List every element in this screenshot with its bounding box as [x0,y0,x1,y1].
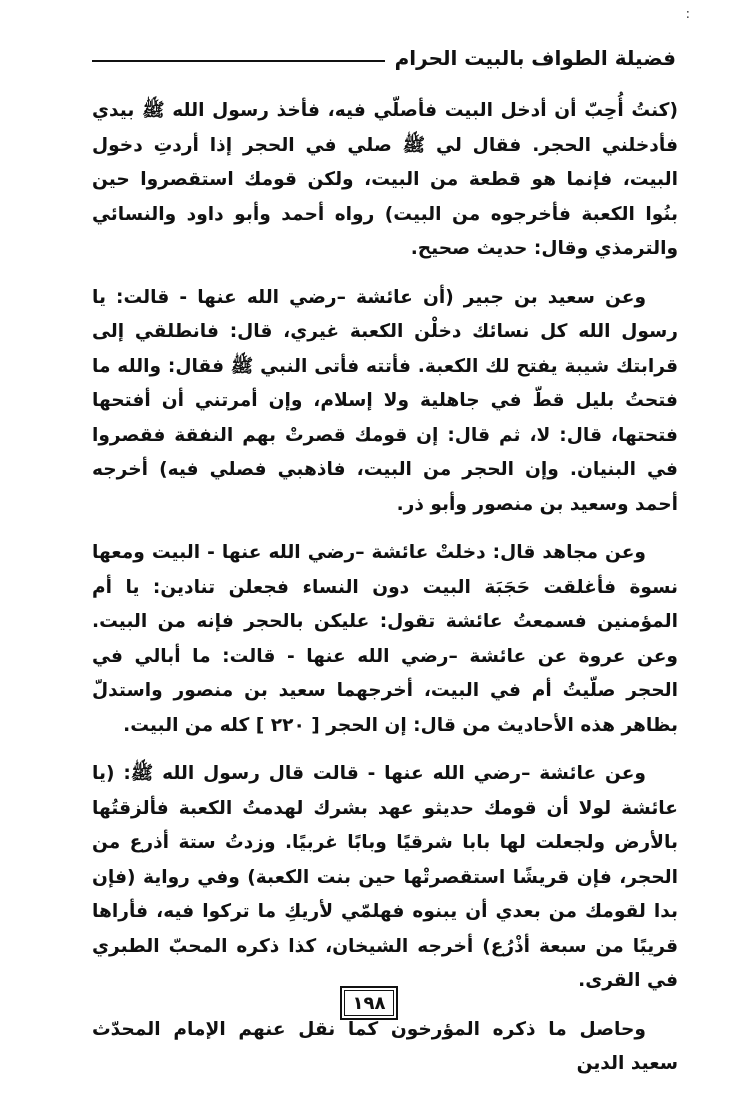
margin-mark: : [685,7,690,22]
paragraph-mujahid: وعن مجاهد قال: دخلتْ عائشة –رضي الله عنها - البيت ومعها نسوة فأغلقت حَجَبَة البيت دون النساء فجعلن تنادين: يا أم المؤمنين فسمعتُ عائشة تقول: عليكن بالحجر فإنه من البيت. وعن عروة عن عائشة –رضي الله عنها - قالت: ما أبالي في الحجر صلّيتُ أم في البيت، أخرجهما سعيد بن منصور واستدلّ بظاهر هذه الأحاديث من قال: إن الحجر [ ٢٢٠ ] كله من البيت. [92,542,678,736]
paragraph-aisha-rebuild-kaaba: وعن عائشة –رضي الله عنها - قالت قال رسول الله ﷺ: (يا عائشة لولا أن قومك حديثو عهد بشرك لهدمتُ الكعبة فألزقتُها بالأرض ولجعلت لها بابا شرقيًا وبابًا غربيًا. وزدتُ ستة أذرع من الحجر، فإن قريشًا استقصرتْها حين بنت الكعبة) وفي رواية (فإن بدا لقومك من بعدي أن يبنوه فهلمّي لأريكِ ما تركوا فيه، فأراها قريبًا من سبعة أذْرُع) أخرجه الشيخان، كذا ذكره المحبّ الطبري في القرى. [92,763,678,991]
header-rule [92,60,385,62]
running-header-title: فضيلة الطواف بالبيت الحرام [394,46,676,70]
paragraph-historians-summary: وحاصل ما ذكره المؤرخون كما نقل عنهم الإمام المحدّث سعيد الدين [92,1018,678,1074]
paragraph-saeed-ibn-jubayr: وعن سعيد بن جبير (أن عائشة –رضي الله عنها - قالت: يا رسول الله كل نسائك دخلْن الكعبة غيري، قال: فانطلقي إلى قرابتك شيبة يفتح لك الكعبة. فأتته فأتى النبي ﷺ فقال: والله ما فتحتُ بليل قطّ في جاهلية ولا إسلام، وإن أمرتني أن أفتحها فتحتها، قال: لا، ثم قال: إن قومك قصرتْ بهم النفقة فقصروا في البنيان. وإن الحجر من البيت، فاذهبي فصلي فيه) أخرجه أحمد وسعيد بن منصور وأبو ذر. [92,286,678,515]
paragraph-hadith-aisha-prayer-in-hijr: (كنتُ أُحِبّ أن أدخل البيت فأصلّي فيه، فأخذ رسول الله ﷺ بيدي فأدخلني الحجر. فقال لي ﷺ صلي في الحجر إذا أردتِ دخول البيت، فإنما هو قطعة من البيت، ولكن قومك استقصروا حين بنُوا الكعبة فأخرجوه من البيت) رواه أحمد وأبو داود والنسائي والترمذي وقال: حديث صحيح. [92,100,678,259]
page-number [340,986,398,1020]
body-text [92,94,678,1096]
running-header [92,46,676,70]
page-number-value: ١٩٨ [352,992,386,1014]
